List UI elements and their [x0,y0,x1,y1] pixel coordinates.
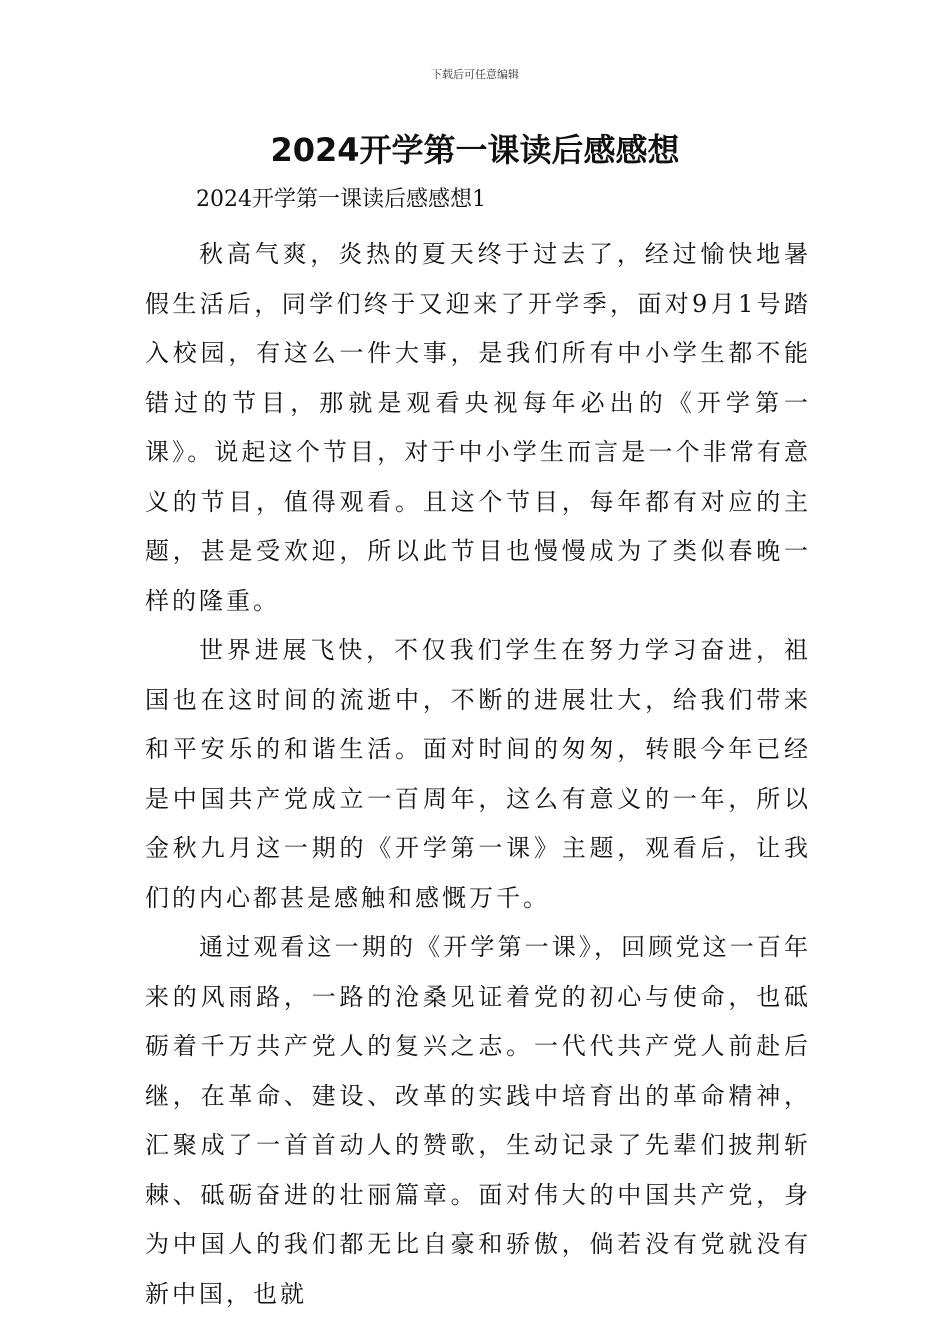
paragraph: 世界进展飞快，不仅我们学生在努力学习奋进，祖国也在这时间的流逝中，不断的进展壮大，给我们带来和平安乐的和谐生活。面对时间的匆匆，转眼今年已经是中国共产党成立一百周年，这么有意义的一年，所以金秋九月这一期的《开学第一课》主题，观看后，让我们的内心都甚是感触和感慨万千。 [145,636,811,912]
paragraph: 通过观看这一期的《开学第一课》，回顾党这一百年来的风雨路，一路的沧桑见证着党的初心与使命，也砥砺着千万共产党人的复兴之志。一代代共产党人前赴后继，在革命、建设、改革的实践中培育出的革命精神，汇聚成了一首首动人的赞歌，生动记录了先辈们披荆斩棘、砥砺奋进的壮丽篇章。面对伟大的中国共产党，身为中国人的我们都无比自豪和骄傲，倘若没有党就没有新中国，也就 [145,933,811,1308]
page-header-note: 下载后可任意编辑 [431,68,519,81]
document-title: 2024开学第一课读后感感想 [270,131,680,169]
paragraph: 秋高气爽，炎热的夏天终于过去了，经过愉快地暑假生活后，同学们终于又迎来了开学季，面对9月1号踏入校园，有这么一件大事，是我们所有中小学生都不能错过的节目，那就是观看央视每年必出的《开学第一课》。说起这个节目，对于中小学生而言是一个非常有意义的节目，值得观看。且这个节目，每年都有对应的主题，甚是受欢迎，所以此节目也慢慢成为了类似春晚一样的隆重。 [145,240,811,615]
document-body [145,230,811,1319]
document-subtitle: 2024开学第一课读后感感想1 [196,187,486,212]
